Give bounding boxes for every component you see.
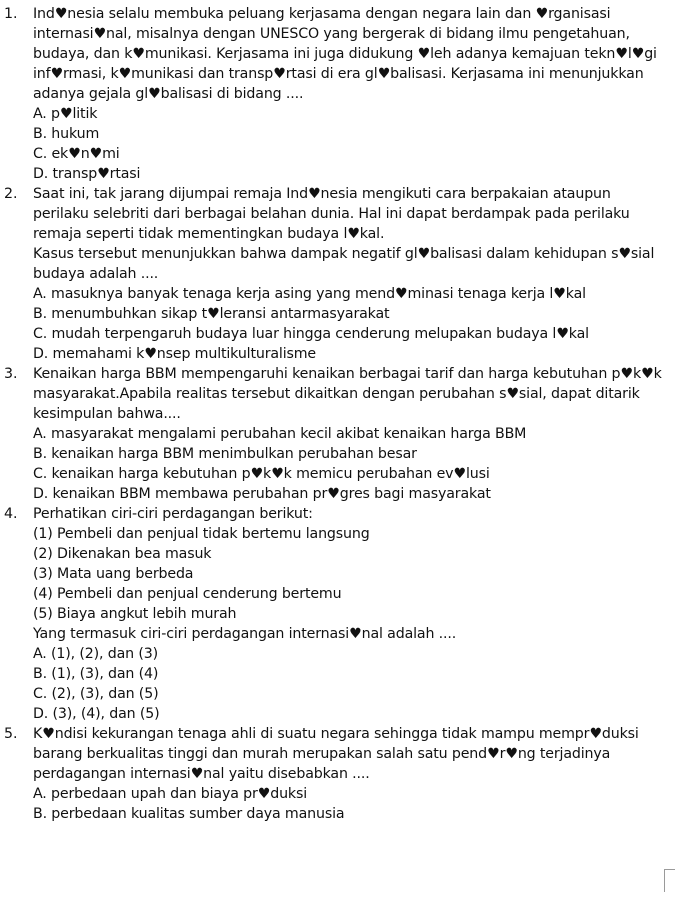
- question-number: 4.: [4, 506, 18, 522]
- question-stem-line: K♥ndisi kekurangan tenaga ahli di suatu negara sehingga tidak mampu mempr♥duksi: [33, 726, 639, 742]
- question-stem-line: budaya, dan k♥munikasi. Kerjasama ini juga didukung ♥leh adanya kemajuan tekn♥l♥gi: [33, 46, 657, 62]
- option-a[interactable]: A. (1), (2), dan (3): [33, 646, 159, 662]
- corner-crop-mark: [664, 869, 675, 892]
- option-c[interactable]: C. mudah terpengaruh budaya luar hingga cenderung melupakan budaya l♥kal: [33, 326, 589, 342]
- question-stem-line: perdagangan internasi♥nal yaitu disebabkan ....: [33, 766, 370, 782]
- option-c[interactable]: C. kenaikan harga kebutuhan p♥k♥k memicu perubahan ev♥lusi: [33, 466, 490, 482]
- option-b[interactable]: B. (1), (3), dan (4): [33, 666, 159, 682]
- option-a[interactable]: A. masuknya banyak tenaga kerja asing yang mend♥minasi tenaga kerja l♥kal: [33, 286, 586, 302]
- option-d[interactable]: D. transp♥rtasi: [33, 166, 141, 182]
- option-b[interactable]: B. hukum: [33, 126, 100, 142]
- question-stem-line: Perhatikan ciri-ciri perdagangan berikut:: [33, 506, 313, 522]
- question-stem-line: internasi♥nal, misalnya dengan UNESCO yang bergerak di bidang ilmu pengetahuan,: [33, 26, 630, 42]
- option-c[interactable]: C. ek♥n♥mi: [33, 146, 120, 162]
- question-stem-line: barang berkualitas tinggi dan murah merupakan salah satu pend♥r♥ng terjadinya: [33, 746, 611, 762]
- option-b[interactable]: B. perbedaan kualitas sumber daya manusia: [33, 806, 345, 822]
- question-stem-line: inf♥rmasi, k♥munikasi dan transp♥rtasi di era gl♥balisasi. Kerjasama ini menunjukkan: [33, 66, 644, 82]
- question-number: 5.: [4, 726, 18, 742]
- question-stem-line: Ind♥nesia selalu membuka peluang kerjasama dengan negara lain dan ♥rganisasi: [33, 6, 611, 22]
- question-stem-line: kesimpulan bahwa....: [33, 406, 181, 422]
- question-number: 2.: [4, 186, 18, 202]
- question-number: 1.: [4, 6, 18, 22]
- option-d[interactable]: D. kenaikan BBM membawa perubahan pr♥gres bagi masyarakat: [33, 486, 491, 502]
- question-stem-line: budaya adalah ....: [33, 266, 159, 282]
- question-stem-line: Kasus tersebut menunjukkan bahwa dampak negatif gl♥balisasi dalam kehidupan s♥sial: [33, 246, 655, 262]
- option-b[interactable]: B. kenaikan harga BBM menimbulkan perubahan besar: [33, 446, 417, 462]
- question-stem-line: (1) Pembeli dan penjual tidak bertemu langsung: [33, 526, 370, 542]
- option-c[interactable]: C. (2), (3), dan (5): [33, 686, 159, 702]
- question-stem-line: (4) Pembeli dan penjual cenderung bertemu: [33, 586, 342, 602]
- question-stem-line: remaja seperti tidak mementingkan budaya l♥kal.: [33, 226, 385, 242]
- question-stem-line: Kenaikan harga BBM mempengaruhi kenaikan berbagai tarif dan harga kebutuhan p♥k♥k: [33, 366, 662, 382]
- question-stem-line: (2) Dikenakan bea masuk: [33, 546, 212, 562]
- question-stem-line: adanya gejala gl♥balisasi di bidang ....: [33, 86, 304, 102]
- question-number: 3.: [4, 366, 18, 382]
- option-b[interactable]: B. menumbuhkan sikap t♥leransi antarmasyarakat: [33, 306, 390, 322]
- question-stem-line: perilaku selebriti dari berbagai belahan dunia. Hal ini dapat berdampak pada perilaku: [33, 206, 630, 222]
- option-a[interactable]: A. masyarakat mengalami perubahan kecil akibat kenaikan harga BBM: [33, 426, 527, 442]
- question-stem-line: masyarakat.Apabila realitas tersebut dikaitkan dengan perubahan s♥sial, dapat ditarik: [33, 386, 640, 402]
- option-a[interactable]: A. perbedaan upah dan biaya pr♥duksi: [33, 786, 308, 802]
- question-stem-line: (5) Biaya angkut lebih murah: [33, 606, 237, 622]
- question-stem-line: Yang termasuk ciri-ciri perdagangan internasi♥nal adalah ....: [33, 626, 457, 642]
- option-d[interactable]: D. (3), (4), dan (5): [33, 706, 160, 722]
- option-a[interactable]: A. p♥litik: [33, 106, 98, 122]
- option-d[interactable]: D. memahami k♥nsep multikulturalisme: [33, 346, 317, 362]
- question-stem-line: (3) Mata uang berbeda: [33, 566, 194, 582]
- question-stem-line: Saat ini, tak jarang dijumpai remaja Ind♥nesia mengikuti cara berpakaian ataupun: [33, 186, 611, 202]
